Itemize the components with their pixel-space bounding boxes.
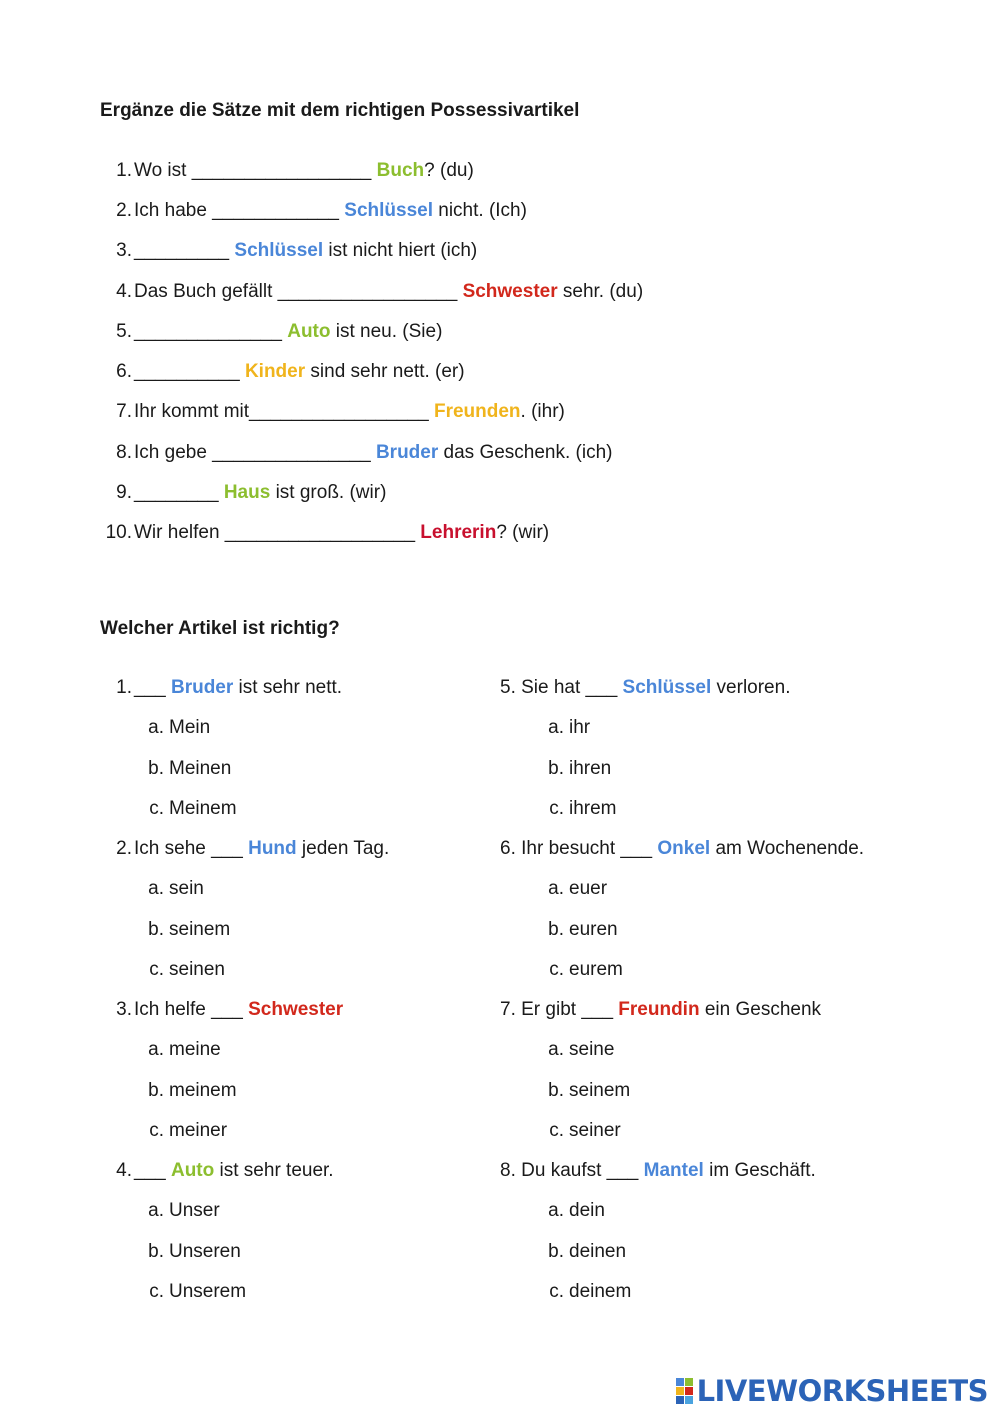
logo-squares-icon xyxy=(676,1378,693,1404)
option-letter: c. xyxy=(149,798,164,819)
keyword: Onkel xyxy=(657,838,711,859)
sentence-start: __________ xyxy=(134,361,245,382)
exercise-sentence xyxy=(134,482,386,504)
item-number: 3. xyxy=(116,240,132,261)
question-start: ___ xyxy=(134,677,171,698)
item-number: 2. xyxy=(116,200,132,221)
answer-option[interactable]: euer xyxy=(569,878,608,899)
answer-option[interactable]: seinen xyxy=(169,959,225,980)
keyword: Schwester xyxy=(462,281,558,302)
keyword: Freundin xyxy=(618,999,700,1020)
question-end: verloren. xyxy=(711,677,791,698)
item-number: 4. xyxy=(116,281,132,302)
liveworksheets-logo[interactable] xyxy=(676,1374,988,1408)
question-number: 5. xyxy=(500,677,522,698)
keyword: Schlüssel xyxy=(622,677,712,698)
option-letter: a. xyxy=(148,1200,164,1221)
question-start: Sie hat ___ xyxy=(521,677,623,698)
question-end: am Wochenende. xyxy=(710,838,865,859)
answer-option[interactable]: Meinem xyxy=(169,798,237,819)
section1-title: Ergänze die Sätze mit dem richtigen Possessivartikel xyxy=(100,100,580,121)
answer-option[interactable]: ihren xyxy=(569,758,612,779)
sentence-start: Ich gebe _______________ xyxy=(134,442,376,463)
answer-option[interactable]: seiner xyxy=(569,1120,621,1141)
question-text xyxy=(134,838,389,860)
item-number: 8. xyxy=(116,442,132,463)
exercise-sentence xyxy=(134,240,477,262)
question-start: Du kaufst ___ xyxy=(521,1160,644,1181)
question-number: 7. xyxy=(500,999,522,1020)
keyword: Freunden xyxy=(433,401,521,422)
option-letter: a. xyxy=(148,878,164,899)
keyword: Schlüssel xyxy=(344,200,433,221)
question-text xyxy=(134,1160,334,1182)
keyword: Lehrerin xyxy=(420,522,497,543)
question-text xyxy=(500,677,790,699)
keyword: Kinder xyxy=(244,361,306,382)
question-number: 6. xyxy=(500,838,522,859)
answer-option[interactable]: deinen xyxy=(569,1241,627,1262)
answer-option[interactable]: seine xyxy=(569,1039,615,1060)
keyword: Auto xyxy=(170,1160,215,1181)
question-text xyxy=(500,1160,816,1182)
sentence-end: das Geschenk. (ich) xyxy=(438,442,613,463)
sentence-start: Ich habe ____________ xyxy=(134,200,345,221)
item-number: 10. xyxy=(105,522,132,543)
option-letter: b. xyxy=(148,1080,164,1101)
answer-option[interactable]: Unserem xyxy=(169,1281,247,1302)
exercise-sentence xyxy=(134,522,549,544)
question-start: Er gibt ___ xyxy=(521,999,619,1020)
option-letter: b. xyxy=(548,1241,564,1262)
answer-option[interactable]: meinem xyxy=(169,1080,237,1101)
answer-option[interactable]: deinem xyxy=(569,1281,632,1302)
question-end: ein Geschenk xyxy=(699,999,822,1020)
question-end: ist sehr nett. xyxy=(233,677,343,698)
answer-option[interactable]: Mein xyxy=(169,717,211,738)
sentence-end: . (ihr) xyxy=(520,401,565,422)
question-text xyxy=(134,999,343,1021)
keyword: Hund xyxy=(248,838,297,859)
section2-title: Welcher Artikel ist richtig? xyxy=(100,618,340,639)
question-start: Ihr besucht ___ xyxy=(521,838,658,859)
keyword: Schwester xyxy=(248,999,344,1020)
answer-option[interactable]: euren xyxy=(569,919,618,940)
keyword: Haus xyxy=(223,482,271,503)
question-start: Ich sehe ___ xyxy=(134,838,249,859)
question-number: 2. xyxy=(116,838,132,859)
option-letter: c. xyxy=(549,1120,564,1141)
exercise-sentence xyxy=(134,160,474,182)
keyword: Mantel xyxy=(643,1160,704,1181)
option-letter: c. xyxy=(149,959,164,980)
sentence-start: Wo ist _________________ xyxy=(134,160,377,181)
answer-option[interactable]: Meinen xyxy=(169,758,232,779)
exercise-sentence xyxy=(134,200,527,222)
item-number: 5. xyxy=(116,321,132,342)
sentence-end: nicht. (Ich) xyxy=(432,200,527,221)
question-end: jeden Tag. xyxy=(296,838,390,859)
sentence-start: ________ xyxy=(134,482,224,503)
option-letter: b. xyxy=(548,919,564,940)
answer-option[interactable]: meiner xyxy=(169,1120,228,1141)
answer-option[interactable]: Unseren xyxy=(169,1241,241,1262)
option-letter: c. xyxy=(549,959,564,980)
answer-option[interactable]: sein xyxy=(169,878,204,899)
question-end: ist sehr teuer. xyxy=(214,1160,334,1181)
keyword: Bruder xyxy=(375,442,439,463)
option-letter: b. xyxy=(148,1241,164,1262)
option-letter: a. xyxy=(548,878,564,899)
keyword: Bruder xyxy=(170,677,234,698)
sentence-start: Wir helfen __________________ xyxy=(134,522,421,543)
question-end: im Geschäft. xyxy=(703,1160,816,1181)
question-number: 3. xyxy=(116,999,132,1020)
sentence-end: ? (wir) xyxy=(496,522,550,543)
item-number: 7. xyxy=(116,401,132,422)
option-letter: a. xyxy=(548,1039,564,1060)
sentence-end: ist neu. (Sie) xyxy=(330,321,443,342)
exercise-sentence xyxy=(134,361,465,383)
exercise-sentence xyxy=(134,401,565,423)
option-letter: b. xyxy=(548,758,564,779)
item-number: 9. xyxy=(116,482,132,503)
exercise-sentence xyxy=(134,442,613,464)
option-letter: c. xyxy=(549,1281,564,1302)
sentence-start: ______________ xyxy=(134,321,288,342)
answer-option[interactable]: meine xyxy=(169,1039,221,1060)
keyword: Schlüssel xyxy=(234,240,324,261)
answer-option[interactable]: seinem xyxy=(569,1080,631,1101)
sentence-start: Ihr kommt mit_________________ xyxy=(134,401,434,422)
option-letter: a. xyxy=(548,717,564,738)
sentence-start: _________ xyxy=(134,240,235,261)
answer-option[interactable]: seinem xyxy=(169,919,231,940)
option-letter: c. xyxy=(149,1120,164,1141)
sentence-end: ist nicht hiert (ich) xyxy=(323,240,478,261)
option-letter: a. xyxy=(148,717,164,738)
sentence-end: sind sehr nett. (er) xyxy=(305,361,465,382)
question-start: Ich helfe ___ xyxy=(134,999,249,1020)
option-letter: a. xyxy=(548,1200,564,1221)
sentence-end: sehr. (du) xyxy=(557,281,644,302)
question-number: 4. xyxy=(116,1160,132,1181)
exercise-sentence xyxy=(134,321,442,343)
answer-option[interactable]: Unser xyxy=(169,1200,220,1221)
option-letter: b. xyxy=(148,919,164,940)
question-text xyxy=(500,999,821,1021)
option-letter: a. xyxy=(148,1039,164,1060)
sentence-end: ist groß. (wir) xyxy=(270,482,387,503)
option-letter: b. xyxy=(148,758,164,779)
item-number: 6. xyxy=(116,361,132,382)
answer-option[interactable]: dein xyxy=(569,1200,605,1221)
question-text xyxy=(134,677,342,699)
sentence-end: ? (du) xyxy=(424,160,474,181)
question-number: 8. xyxy=(500,1160,522,1181)
option-letter: c. xyxy=(149,1281,164,1302)
item-number: 1. xyxy=(116,160,132,181)
answer-option[interactable]: ihr xyxy=(569,717,591,738)
option-letter: b. xyxy=(548,1080,564,1101)
keyword: Buch xyxy=(376,160,425,181)
keyword: Auto xyxy=(287,321,331,342)
question-number: 1. xyxy=(116,677,132,698)
answer-option[interactable]: ihrem xyxy=(569,798,617,819)
exercise-sentence xyxy=(134,281,643,303)
question-start: ___ xyxy=(134,1160,171,1181)
logo-text: LIVEWORKSHEETS xyxy=(696,1374,988,1408)
answer-option[interactable]: eurem xyxy=(569,959,623,980)
option-letter: c. xyxy=(549,798,564,819)
question-text xyxy=(500,838,864,860)
sentence-start: Das Buch gefällt _________________ xyxy=(134,281,463,302)
